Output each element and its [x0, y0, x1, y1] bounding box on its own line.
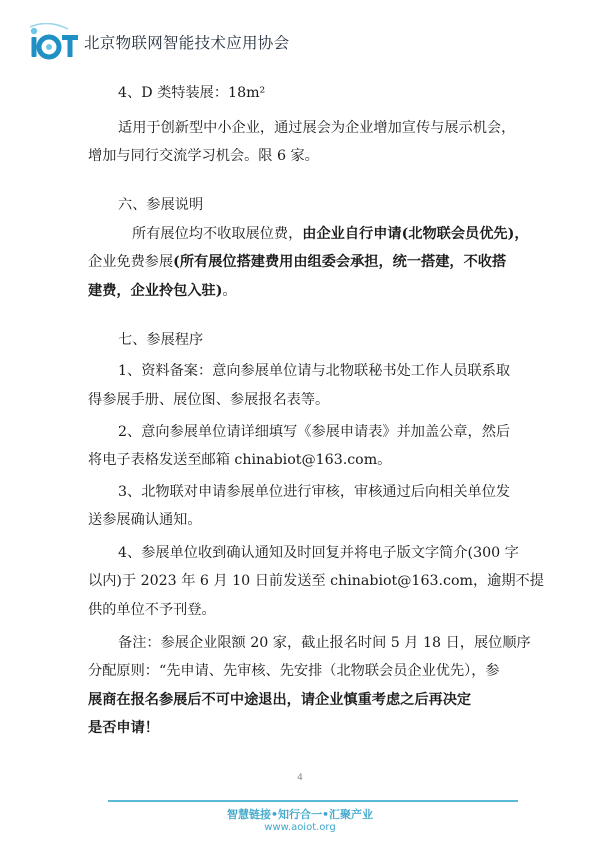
section-6-line3-normal: 。 — [222, 283, 237, 299]
page-number: 4 — [297, 773, 303, 783]
step-4-line1: 4、参展单位收到确认通知及时回复并将电子版文字简介(300 字 — [118, 545, 519, 561]
footer-slogan: 智慧链接•知行合一•汇聚产业 — [226, 808, 374, 821]
booth-d-desc-line2: 增加与同行交流学习机会。限 6 家。 — [88, 148, 319, 164]
section-6-line2-normal: 企业免费参展 — [88, 254, 174, 270]
note-line2: 分配原则：“先申请、先审核、先安排（北物联会员企业优先），参 — [88, 663, 500, 679]
step-4-line2: 以内)于 2023 年 6 月 10 日前发送至 chinabiot@163.com，逾期不提 — [88, 573, 544, 589]
step-1-line2: 得参展手册、展位图、参展报名表等。 — [88, 392, 330, 408]
section-6-line3 — [88, 277, 237, 305]
section-6-line1-normal: 所有展位均不收取展位费， — [132, 226, 303, 242]
page-header — [28, 22, 289, 62]
section-6-line1 — [132, 220, 529, 248]
org-name: 北京物联网智能技术应用协会 — [84, 34, 290, 52]
section-6-line2-bold: (所有展位搭建费用由组委会承担，统一搭建，不收搭 — [173, 254, 507, 270]
section-6-line1-bold: 由企业自行申请(北物联会员优先)， — [302, 226, 529, 242]
booth-d-heading: 4、D 类特装展：18m² — [118, 85, 266, 101]
step-2-line2: 将电子表格发送至邮箱 chinabiot@163.com。 — [88, 452, 392, 468]
step-1-line1: 1、资料备案：意向参展单位请与北物联秘书处工作人员联系取 — [118, 363, 511, 379]
note-line1: 备注：参展企业限额 20 家，截止报名时间 5 月 18 日，展位顺序 — [118, 635, 531, 651]
step-4-line3: 供的单位不予刊登。 — [88, 602, 216, 618]
iot-logo-icon — [28, 23, 80, 61]
note-line3: 展商在报名参展后不可中途退出，请企业慎重考虑之后再决定 — [88, 692, 472, 708]
section-7-title: 七、参展程序 — [118, 332, 204, 348]
section-6-title: 六、参展说明 — [118, 197, 204, 213]
footer-divider — [108, 800, 518, 802]
section-6-line3-bold: 建费，企业拎包入驻) — [88, 283, 223, 299]
footer-website[interactable]: www.aoiot.org — [264, 822, 336, 833]
step-3-line2: 送参展确认通知。 — [88, 512, 202, 528]
step-2-line1: 2、意向参展单位请详细填写《参展申请表》并加盖公章，然后 — [118, 424, 511, 440]
booth-d-desc-line1: 适用于创新型中小企业，通过展会为企业增加宣传与展示机会， — [118, 120, 516, 136]
note-line4: 是否申请！ — [88, 720, 159, 736]
section-6-line2 — [88, 248, 506, 276]
step-3-line1: 3、北物联对申请参展单位进行审核，审核通过后向相关单位发 — [118, 484, 511, 500]
